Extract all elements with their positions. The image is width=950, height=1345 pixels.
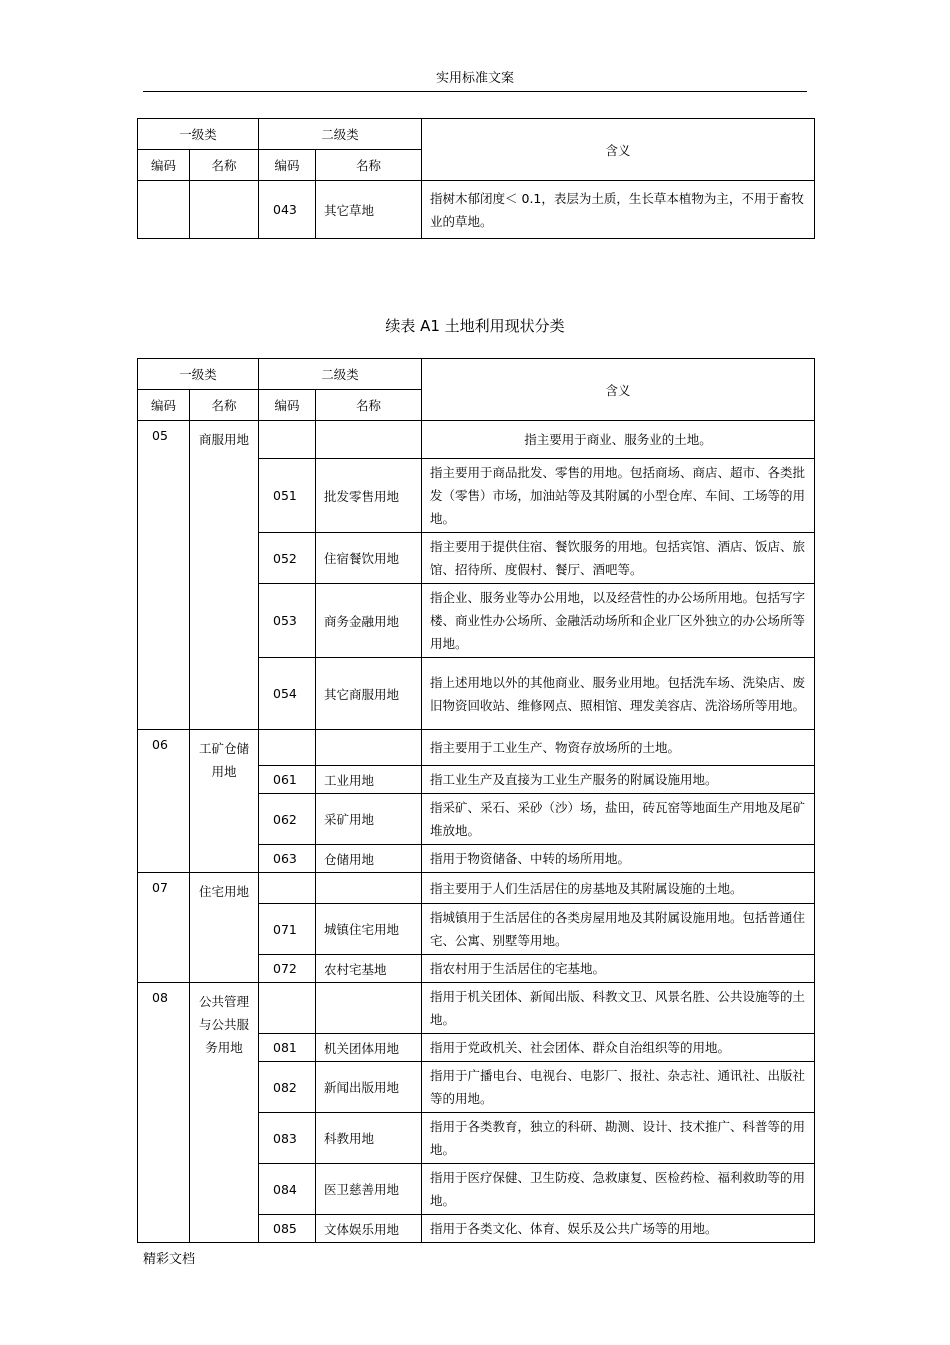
subcategory-meaning: 指工业生产及直接为工业生产服务的附属设施用地。 <box>422 766 815 794</box>
subcategory-name: 采矿用地 <box>316 794 422 845</box>
category-name: 住宅用地 <box>190 873 259 983</box>
subcategory-meaning: 指用于广播电台、电视台、电影厂、报社、杂志社、通讯社、出版社等的用地。 <box>422 1062 815 1113</box>
header-meaning: 含义 <box>422 359 815 421</box>
header-level1-code: 编码 <box>138 150 190 181</box>
subcategory-name: 科教用地 <box>316 1113 422 1164</box>
header-level1-code: 编码 <box>138 390 190 421</box>
empty-cell <box>316 730 422 766</box>
subcategory-name: 仓储用地 <box>316 845 422 873</box>
empty-cell <box>259 983 316 1034</box>
header-level1: 一级类 <box>138 359 259 390</box>
subcategory-meaning: 指企业、服务业等办公用地，以及经营性的办公场所用地。包括写字楼、商业性办公场所、金融活动场所和企业厂区外独立的办公场所等用地。 <box>422 584 815 658</box>
subcategory-name: 其它商服用地 <box>316 658 422 730</box>
page-footer: 精彩文档 <box>143 1252 196 1267</box>
empty-cell <box>259 421 316 459</box>
subcategory-code: 063 <box>259 845 316 873</box>
category-name: 工矿仓储用地 <box>190 730 259 873</box>
subcategory-name: 机关团体用地 <box>316 1034 422 1062</box>
subcategory-name: 其它草地 <box>316 181 422 239</box>
header-level2: 二级类 <box>259 119 422 150</box>
subcategory-code: 053 <box>259 584 316 658</box>
subcategory-name: 批发零售用地 <box>316 459 422 533</box>
header-level2-code: 编码 <box>259 390 316 421</box>
subcategory-code: 054 <box>259 658 316 730</box>
subcategory-code: 062 <box>259 794 316 845</box>
header-level2-name: 名称 <box>316 150 422 181</box>
subcategory-name: 新闻出版用地 <box>316 1062 422 1113</box>
subcategory-code: 085 <box>259 1215 316 1243</box>
empty-cell <box>259 730 316 766</box>
header-level2-name: 名称 <box>316 390 422 421</box>
subcategory-name: 文体娱乐用地 <box>316 1215 422 1243</box>
header-level2: 二级类 <box>259 359 422 390</box>
header-rule <box>143 91 807 92</box>
category-name: 公共管理与公共服务用地 <box>190 983 259 1243</box>
page-header: 实用标准文案 <box>435 71 514 86</box>
subcategory-meaning: 指主要用于提供住宿、餐饮服务的用地。包括宾馆、酒店、饭店、旅馆、招待所、度假村、餐厅、酒吧等。 <box>422 533 815 584</box>
subcategory-name: 城镇住宅用地 <box>316 904 422 955</box>
empty-cell <box>190 181 259 239</box>
table-caption: 续表 A1 土地利用现状分类 <box>385 317 565 335</box>
subcategory-code: 071 <box>259 904 316 955</box>
subcategory-meaning: 指上述用地以外的其他商业、服务业用地。包括洗车场、洗染店、废旧物资回收站、维修网点、照相馆、理发美容店、洗浴场所等用地。 <box>422 658 815 730</box>
subcategory-meaning: 指用于各类教育，独立的科研、勘测、设计、技术推广、科普等的用地。 <box>422 1113 815 1164</box>
subcategory-meaning: 指农村用于生活居住的宅基地。 <box>422 955 815 983</box>
empty-cell <box>259 873 316 904</box>
subcategory-meaning: 指用于各类文化、体育、娱乐及公共广场等的用地。 <box>422 1215 815 1243</box>
land-use-table <box>137 358 815 1243</box>
subcategory-meaning: 指采矿、采石、采砂（沙）场，盐田，砖瓦窑等地面生产用地及尾矿堆放地。 <box>422 794 815 845</box>
category-meaning: 指主要用于人们生活居住的房基地及其附属设施的土地。 <box>422 873 815 904</box>
empty-cell <box>316 873 422 904</box>
category-meaning: 指用于机关团体、新闻出版、科教文卫、风景名胜、公共设施等的土地。 <box>422 983 815 1034</box>
subcategory-meaning: 指用于医疗保健、卫生防疫、急救康复、医检药检、福利救助等的用地。 <box>422 1164 815 1215</box>
subcategory-meaning: 指主要用于商品批发、零售的用地。包括商场、商店、超市、各类批发（零售）市场，加油站等及其附属的小型仓库、车间、工场等的用地。 <box>422 459 815 533</box>
category-name: 商服用地 <box>190 421 259 730</box>
subcategory-meaning: 指树木郁闭度＜ 0.1，表层为土质，生长草本植物为主，不用于畜牧业的草地。 <box>422 181 815 239</box>
category-code: 08 <box>138 983 190 1243</box>
empty-cell <box>316 983 422 1034</box>
subcategory-name: 住宿餐饮用地 <box>316 533 422 584</box>
subcategory-code: 043 <box>259 181 316 239</box>
subcategory-meaning: 指城镇用于生活居住的各类房屋用地及其附属设施用地。包括普通住宅、公寓、别墅等用地。 <box>422 904 815 955</box>
category-meaning: 指主要用于工业生产、物资存放场所的土地。 <box>422 730 815 766</box>
category-row <box>138 873 815 904</box>
empty-cell <box>316 421 422 459</box>
category-code: 05 <box>138 421 190 730</box>
subcategory-name: 农村宅基地 <box>316 955 422 983</box>
subcategory-name: 工业用地 <box>316 766 422 794</box>
category-row <box>138 983 815 1034</box>
subcategory-name: 医卫慈善用地 <box>316 1164 422 1215</box>
subcategory-code: 082 <box>259 1062 316 1113</box>
category-row <box>138 730 815 766</box>
top-land-use-table <box>137 118 815 239</box>
header-meaning: 含义 <box>422 119 815 181</box>
header-level2-code: 编码 <box>259 150 316 181</box>
subcategory-meaning: 指用于物资储备、中转的场所用地。 <box>422 845 815 873</box>
category-code: 06 <box>138 730 190 873</box>
empty-cell <box>138 181 190 239</box>
subcategory-code: 072 <box>259 955 316 983</box>
header-level1-name: 名称 <box>190 390 259 421</box>
subcategory-meaning: 指用于党政机关、社会团体、群众自治组织等的用地。 <box>422 1034 815 1062</box>
subcategory-name: 商务金融用地 <box>316 584 422 658</box>
subcategory-code: 083 <box>259 1113 316 1164</box>
header-level1-name: 名称 <box>190 150 259 181</box>
category-meaning: 指主要用于商业、服务业的土地。 <box>422 421 815 459</box>
subcategory-code: 084 <box>259 1164 316 1215</box>
header-level1: 一级类 <box>138 119 259 150</box>
subcategory-code: 052 <box>259 533 316 584</box>
category-code: 07 <box>138 873 190 983</box>
subcategory-code: 051 <box>259 459 316 533</box>
subcategory-code: 081 <box>259 1034 316 1062</box>
table-row <box>138 181 815 239</box>
subcategory-code: 061 <box>259 766 316 794</box>
category-row <box>138 421 815 459</box>
